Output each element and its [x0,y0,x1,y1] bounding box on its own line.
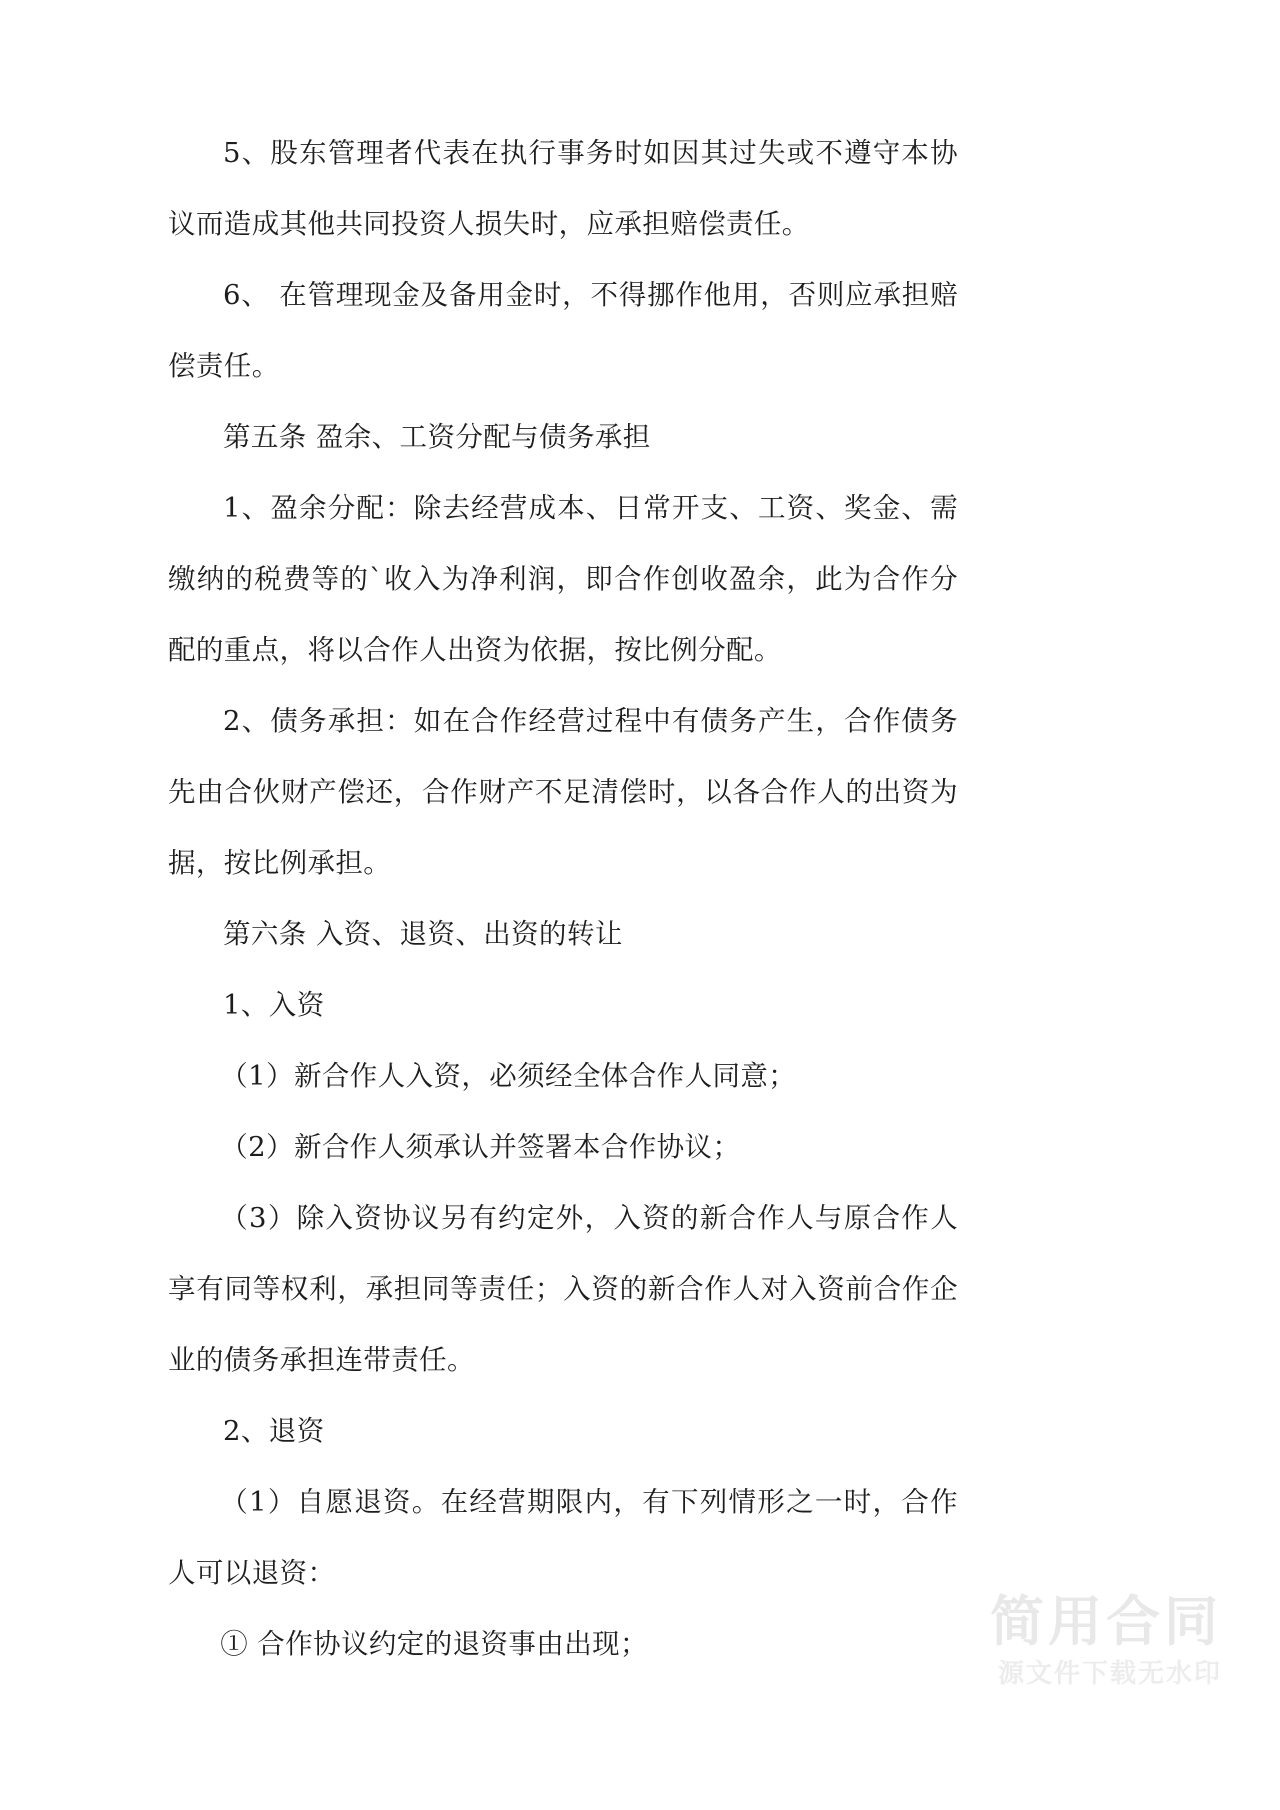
watermark-tagline-text: 源文件下载无水印 [997,1659,1222,1690]
paragraph-clause-6-item-1: 1、入资 [223,989,325,1021]
paragraph-clause-4-item-5: 5、股东管理者代表在执行事务时如因其过失或不遵守本协议而造成其他共同投资人损失时，应承担赔偿责任。 [168,137,958,240]
paragraph-clause-6-item-2: 2、退资 [223,1415,325,1447]
paragraph-clause-6-item-1-sub-2: （2）新合作人须承认并签署本合作协议； [220,1131,741,1163]
document-text-body [168,118,958,1680]
paragraph-clause-6-item-1-sub-3: （3）除入资协议另有约定外，入资的新合作人与原合作人享有同等权利，承担同等责任；入资的新合作人对入资前合作企业的债务承担连带责任。 [168,1202,958,1376]
heading-clause-5: 第五条 盈余、工资分配与债务承担 [223,421,651,453]
watermark-brand-text: 简用合同 [990,1589,1222,1653]
paragraph-clause-4-item-6: 6、 在管理现金及备用金时，不得挪作他用，否则应承担赔偿责任。 [168,279,958,382]
heading-clause-6: 第六条 入资、退资、出资的转让 [223,918,623,950]
paragraph-clause-6-item-2-sub-1-a: ① 合作协议约定的退资事由出现； [220,1628,648,1660]
paragraph-clause-5-item-1: 1、盈余分配：除去经营成本、日常开支、工资、奖金、需缴纳的税费等的`收入为净利润，即合作创收盈余，此为合作分配的重点，将以合作人出资为依据，按比例分配。 [168,492,958,666]
paragraph-clause-6-item-2-sub-1: （1）自愿退资。在经营期限内，有下列情形之一时，合作人可以退资： [168,1486,958,1589]
paragraph-clause-6-item-1-sub-1: （1）新合作人入资，必须经全体合作人同意； [220,1060,797,1092]
paragraph-clause-5-item-2: 2、债务承担：如在合作经营过程中有债务产生，合作债务先由合伙财产偿还，合作财产不足清偿时，以各合作人的出资为据，按比例承担。 [168,705,958,879]
